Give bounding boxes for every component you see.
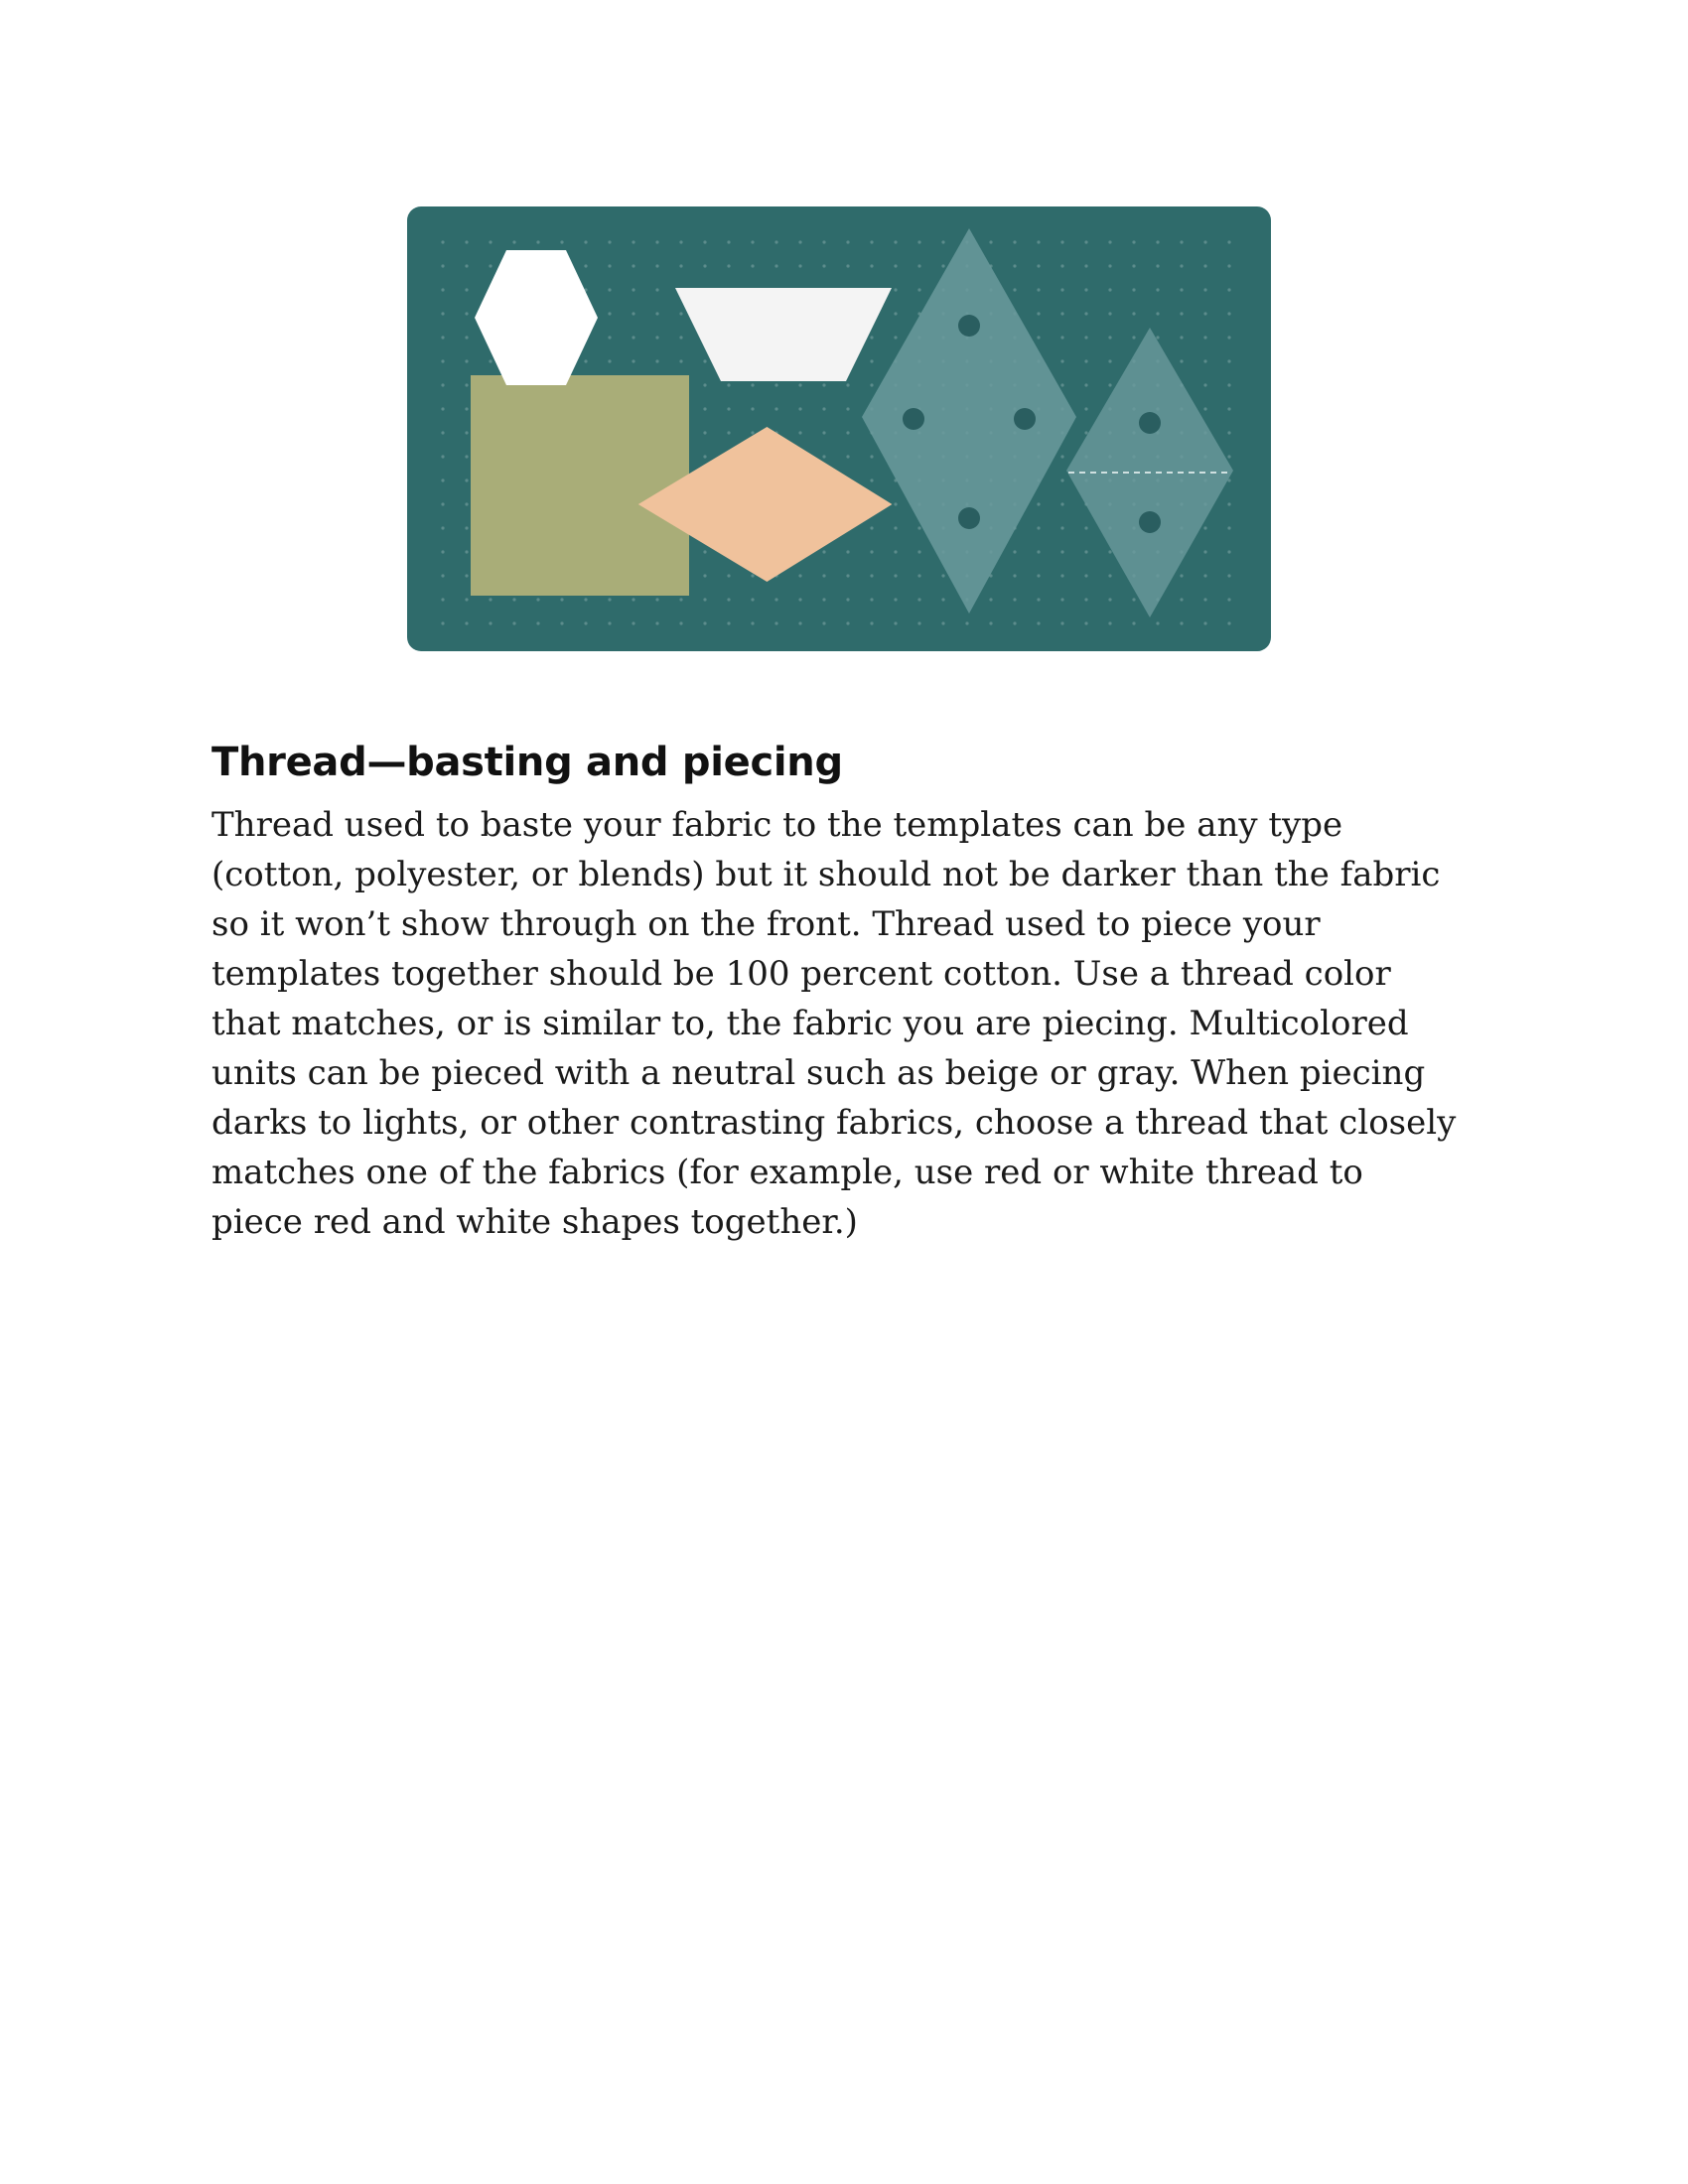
- templates-illustration: [407, 206, 1271, 651]
- paragraph-line: units can be pieced with a neutral such as beige or gray. When piecing: [211, 1053, 1426, 1093]
- body-paragraph: [211, 800, 1502, 1247]
- templates-photo: [407, 206, 1271, 651]
- paragraph-line: that matches, or is similar to, the fabric you are piecing. Multicolored: [211, 1004, 1409, 1043]
- template-hole: [1014, 408, 1036, 430]
- section-heading: Thread—basting and piecing: [211, 740, 843, 785]
- paragraph-line: Thread used to baste your fabric to the templates can be any type: [211, 805, 1343, 845]
- paragraph-line: darks to lights, or other contrasting fabrics, choose a thread that closely: [211, 1103, 1457, 1143]
- template-hole: [958, 315, 980, 337]
- olive-square-fabric: [471, 375, 689, 596]
- paragraph-line: piece red and white shapes together.): [211, 1202, 858, 1242]
- template-hole: [1139, 412, 1161, 434]
- template-hole: [958, 507, 980, 529]
- paragraph-line: templates together should be 100 percent cotton. Use a thread color: [211, 954, 1391, 994]
- paragraph-line: so it won’t show through on the front. Thread used to piece your: [211, 904, 1321, 944]
- paragraph-line: (cotton, polyester, or blends) but it should not be darker than the fabric: [211, 855, 1441, 894]
- paragraph-line: matches one of the fabrics (for example, use red or white thread to: [211, 1153, 1363, 1192]
- template-hole: [1139, 511, 1161, 533]
- template-hole: [903, 408, 924, 430]
